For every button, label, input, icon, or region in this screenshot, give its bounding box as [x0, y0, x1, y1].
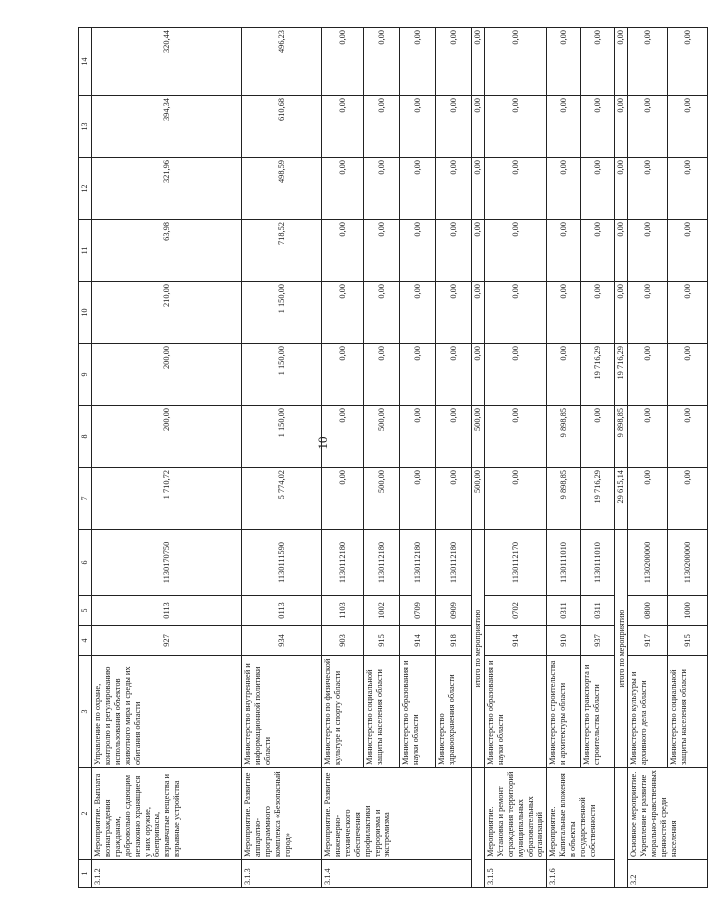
amount-cell: 0,00 [628, 282, 668, 344]
amount-cell: 1 710,72 [92, 468, 242, 530]
amount-cell: 0,00 [472, 28, 485, 96]
amount-cell: 0,00 [615, 28, 628, 96]
amount-cell: 0,00 [364, 158, 400, 220]
amount-cell: 0,00 [668, 282, 708, 344]
target-article-code: 1130112180 [436, 530, 472, 596]
header-cell: 12 [79, 158, 92, 220]
item-number: 3.1.3 [242, 860, 322, 888]
amount-cell: 0,00 [547, 28, 581, 96]
section-code: 0113 [242, 596, 322, 626]
item-name: Мероприятие. Развитие инженерно-технического обеспечения профилактики терроризма и экстремизма [322, 768, 472, 860]
amount-cell: 0,00 [436, 468, 472, 530]
amount-cell: 0,00 [364, 96, 400, 158]
amount-cell: 9 898,85 [547, 468, 581, 530]
amount-cell: 63,98 [92, 220, 242, 282]
grbs-code: 934 [242, 626, 322, 656]
amount-cell: 0,00 [484, 158, 546, 220]
amount-cell: 496,23 [242, 28, 322, 96]
amount-cell: 0,00 [668, 28, 708, 96]
section-code: 0709 [400, 596, 436, 626]
amount-cell: 0,00 [628, 220, 668, 282]
section-code: 1000 [668, 596, 708, 626]
page-number: 10 [315, 436, 330, 450]
executor: Министерство образования и науки области [484, 656, 546, 768]
total-row [472, 28, 485, 888]
header-cell: 9 [79, 344, 92, 406]
amount-cell: 0,00 [668, 406, 708, 468]
header-cell: 4 [79, 626, 92, 656]
header-cell: 3 [79, 656, 92, 768]
amount-cell: 0,00 [581, 158, 615, 220]
item-name: Мероприятие. Развитие аппаратно-программного комплекса «Безопасный город» [242, 768, 322, 860]
header-cell: 14 [79, 28, 92, 96]
amount-cell: 0,00 [322, 282, 364, 344]
target-article-code: 1130111010 [547, 530, 581, 596]
amount-cell: 0,00 [472, 220, 485, 282]
header-cell: 5 [79, 596, 92, 626]
amount-cell: 19 716,29 [615, 344, 628, 406]
amount-cell: 0,00 [400, 406, 436, 468]
section-code: 1002 [364, 596, 400, 626]
target-article-code: 1130112180 [400, 530, 436, 596]
amount-cell: 9 898,85 [547, 406, 581, 468]
target-article-code: 1130112180 [322, 530, 364, 596]
header-cell: 1 [79, 860, 92, 888]
item-number: 3.2 [628, 860, 708, 888]
grbs-code: 903 [322, 626, 364, 656]
item-number: 3.1.2 [92, 860, 242, 888]
section-code: 0311 [581, 596, 615, 626]
executor: Министерство образования и науки области [400, 656, 436, 768]
amount-cell: 610,68 [242, 96, 322, 158]
amount-cell: 0,00 [322, 220, 364, 282]
table-row [436, 28, 472, 888]
amount-cell: 0,00 [581, 282, 615, 344]
amount-cell: 0,00 [547, 158, 581, 220]
item-name: Мероприятие. Выплата вознаграждения гражданам, добровольно сдающим незаконно хранящиеся у них оружие, боеприпасы, взрывчатые вещества и взрывные устройства [92, 768, 242, 860]
amount-cell: 0,00 [436, 344, 472, 406]
section-code: 0909 [436, 596, 472, 626]
amount-cell: 1 150,00 [242, 282, 322, 344]
amount-cell: 0,00 [615, 158, 628, 220]
amount-cell: 0,00 [364, 282, 400, 344]
table-row [547, 28, 581, 888]
table-row [242, 28, 322, 888]
target-article-code: 1130111590 [242, 530, 322, 596]
amount-cell: 0,00 [400, 220, 436, 282]
amount-cell: 0,00 [628, 468, 668, 530]
amount-cell: 19 716,29 [581, 344, 615, 406]
amount-cell: 0,00 [436, 282, 472, 344]
section-code: 0113 [92, 596, 242, 626]
header-cell: 13 [79, 96, 92, 158]
amount-cell: 0,00 [668, 344, 708, 406]
header-cell: 11 [79, 220, 92, 282]
amount-cell: 0,00 [436, 158, 472, 220]
amount-cell: 0,00 [484, 344, 546, 406]
section-code: 0702 [484, 596, 546, 626]
target-article-code: 1130112170 [484, 530, 546, 596]
amount-cell: 0,00 [364, 344, 400, 406]
amount-cell: 1 150,00 [242, 344, 322, 406]
amount-cell: 0,00 [400, 468, 436, 530]
amount-cell: 498,59 [242, 158, 322, 220]
header-row [79, 28, 92, 888]
amount-cell: 0,00 [472, 96, 485, 158]
table-row [628, 28, 668, 888]
target-article-code: 1130111010 [581, 530, 615, 596]
amount-cell: 0,00 [400, 344, 436, 406]
target-article-code: 1130200000 [668, 530, 708, 596]
amount-cell: 0,00 [628, 96, 668, 158]
amount-cell: 0,00 [547, 344, 581, 406]
amount-cell: 0,00 [484, 468, 546, 530]
executor: Министерство здравоохранения области [436, 656, 472, 768]
item-name: Мероприятие. Установка и ремонт ограждения территорий муниципальных образовательных организаций [484, 768, 546, 860]
target-article-code: 1130112180 [364, 530, 400, 596]
amount-cell: 0,00 [484, 406, 546, 468]
amount-cell: 0,00 [364, 28, 400, 96]
table-row [364, 28, 400, 888]
table-row [92, 28, 242, 888]
amount-cell: 0,00 [436, 96, 472, 158]
amount-cell: 718,52 [242, 220, 322, 282]
amount-cell: 9 898,85 [615, 406, 628, 468]
table-row [484, 28, 546, 888]
executor: Управление по охране, контролю и регулированию использования объектов животного мира и среды их обитания области [92, 656, 242, 768]
amount-cell: 19 716,29 [581, 468, 615, 530]
grbs-code: 927 [92, 626, 242, 656]
amount-cell: 0,00 [400, 282, 436, 344]
grbs-code: 917 [628, 626, 668, 656]
executor: Министерство по физической культуре и спорту области [322, 656, 364, 768]
amount-cell: 29 615,14 [615, 468, 628, 530]
amount-cell: 0,00 [472, 158, 485, 220]
amount-cell: 0,00 [581, 96, 615, 158]
amount-cell: 0,00 [322, 158, 364, 220]
amount-cell: 200,00 [92, 344, 242, 406]
table-row [400, 28, 436, 888]
amount-cell: 0,00 [668, 468, 708, 530]
amount-cell: 0,00 [668, 220, 708, 282]
amount-cell: 0,00 [322, 468, 364, 530]
amount-cell: 500,00 [364, 406, 400, 468]
amount-cell: 0,00 [436, 406, 472, 468]
header-cell: 10 [79, 282, 92, 344]
amount-cell: 0,00 [547, 282, 581, 344]
total-row [615, 28, 628, 888]
grbs-code: 915 [668, 626, 708, 656]
amount-cell: 0,00 [400, 96, 436, 158]
amount-cell: 394,34 [92, 96, 242, 158]
amount-cell: 0,00 [581, 28, 615, 96]
amount-cell: 321,96 [92, 158, 242, 220]
table-row [668, 28, 708, 888]
target-article-code: 1130200000 [628, 530, 668, 596]
grbs-code: 914 [400, 626, 436, 656]
amount-cell: 0,00 [615, 96, 628, 158]
grbs-code: 914 [484, 626, 546, 656]
amount-cell: 0,00 [400, 158, 436, 220]
section-code: 0311 [547, 596, 581, 626]
amount-cell: 0,00 [668, 158, 708, 220]
amount-cell: 0,00 [615, 220, 628, 282]
rotated-table-wrapper [78, 28, 692, 888]
amount-cell: 0,00 [581, 406, 615, 468]
executor: Министерство социальной защиты населения области [364, 656, 400, 768]
amount-cell: 0,00 [484, 220, 546, 282]
amount-cell: 5 774,02 [242, 468, 322, 530]
item-number: 3.1.6 [547, 860, 615, 888]
total-label: итого по мероприятию [472, 530, 485, 768]
amount-cell: 0,00 [322, 344, 364, 406]
amount-cell: 500,00 [472, 406, 485, 468]
amount-cell: 0,00 [628, 406, 668, 468]
grbs-code: 910 [547, 626, 581, 656]
empty-cell [615, 768, 628, 888]
header-cell: 6 [79, 530, 92, 596]
amount-cell: 0,00 [628, 344, 668, 406]
amount-cell: 0,00 [581, 220, 615, 282]
section-code: 0800 [628, 596, 668, 626]
grbs-code: 918 [436, 626, 472, 656]
amount-cell: 210,00 [92, 282, 242, 344]
grbs-code: 937 [581, 626, 615, 656]
header-cell: 7 [79, 468, 92, 530]
amount-cell: 0,00 [628, 28, 668, 96]
amount-cell: 0,00 [484, 96, 546, 158]
executor: Министерство культуры и архивного дела области [628, 656, 668, 768]
amount-cell: 0,00 [436, 28, 472, 96]
grbs-code: 915 [364, 626, 400, 656]
amount-cell: 0,00 [615, 282, 628, 344]
target-article-code: 1130170750 [92, 530, 242, 596]
amount-cell: 0,00 [364, 220, 400, 282]
amount-cell: 200,00 [92, 406, 242, 468]
budget-table [78, 27, 708, 888]
amount-cell: 0,00 [322, 28, 364, 96]
amount-cell: 0,00 [436, 220, 472, 282]
table-row [581, 28, 615, 888]
amount-cell: 320,44 [92, 28, 242, 96]
amount-cell: 0,00 [547, 220, 581, 282]
amount-cell: 0,00 [628, 158, 668, 220]
empty-cell [472, 768, 485, 888]
amount-cell: 500,00 [472, 468, 485, 530]
amount-cell: 0,00 [484, 282, 546, 344]
item-number: 3.1.5 [484, 860, 546, 888]
table-row [322, 28, 364, 888]
item-number: 3.1.4 [322, 860, 472, 888]
executor: Министерство внутренней и информационной политики области [242, 656, 322, 768]
amount-cell: 0,00 [547, 96, 581, 158]
amount-cell: 0,00 [400, 28, 436, 96]
amount-cell: 0,00 [322, 96, 364, 158]
header-cell: 8 [79, 406, 92, 468]
amount-cell: 500,00 [364, 468, 400, 530]
amount-cell: 0,00 [484, 28, 546, 96]
amount-cell: 0,00 [472, 344, 485, 406]
amount-cell: 0,00 [322, 406, 364, 468]
amount-cell: 1 150,00 [242, 406, 322, 468]
section-code: 1103 [322, 596, 364, 626]
amount-cell: 0,00 [668, 96, 708, 158]
executor: Министерство строительства и архитектуры области [547, 656, 581, 768]
amount-cell: 0,00 [472, 282, 485, 344]
total-label: итого по мероприятию [615, 530, 628, 768]
header-cell: 2 [79, 768, 92, 860]
executor: Министерство социальной защиты населения области [668, 656, 708, 768]
item-name: Мероприятие. Капитальные вложения в объекты государственной собственности [547, 768, 615, 860]
item-name: Основное мероприятие. Укрепление и развитие морально-нравственных ценностей среди населения [628, 768, 708, 860]
executor: Министерство транспорта и строительства области [581, 656, 615, 768]
